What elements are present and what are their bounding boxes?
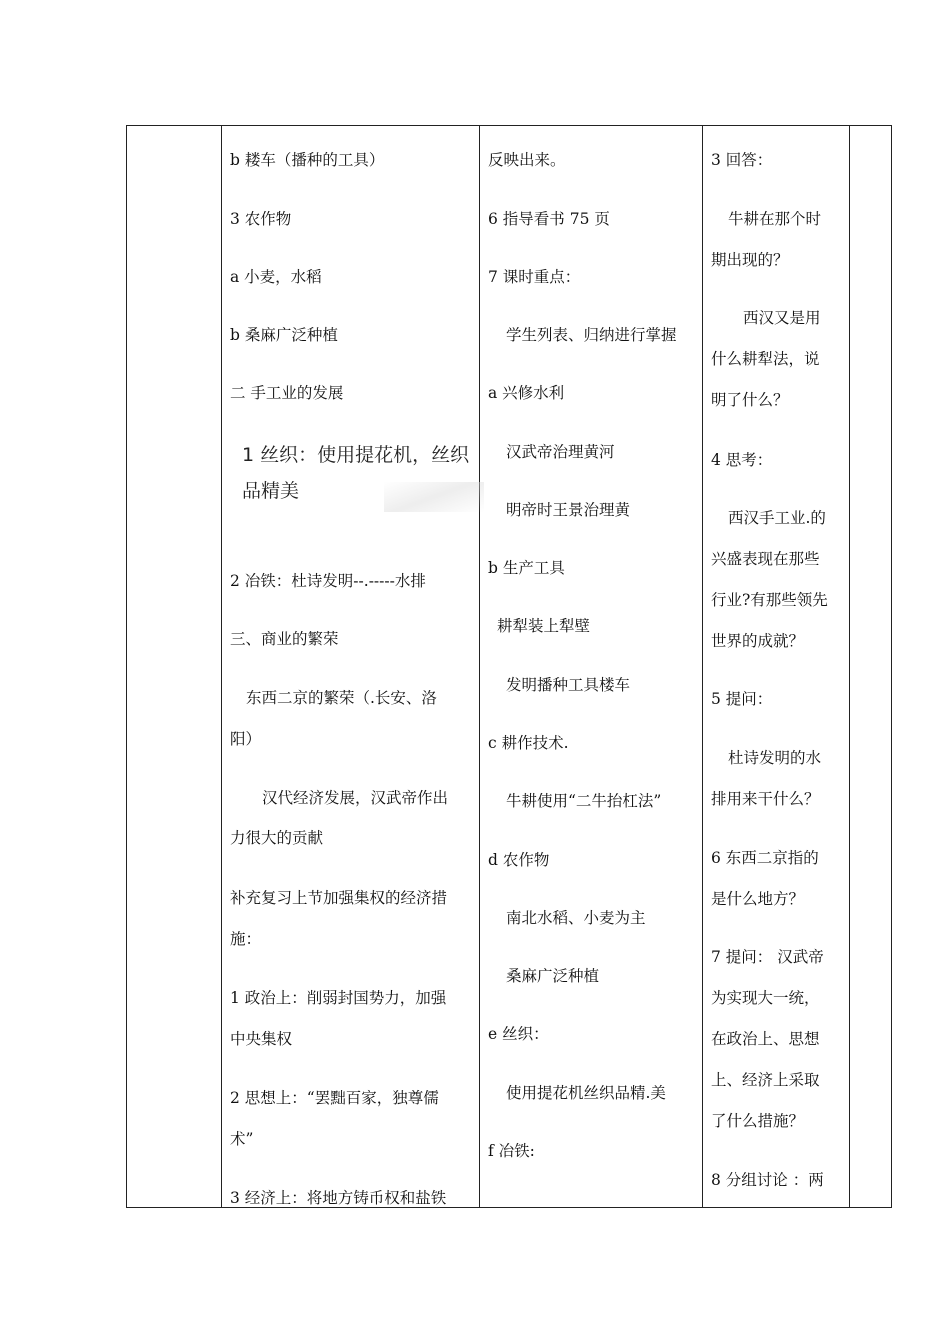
- text-line: 6 指导看书 75 页: [488, 210, 610, 228]
- text-line: 了什么措施？: [711, 1112, 805, 1130]
- text-line: 在政治上、思想: [711, 1030, 820, 1048]
- section-heading: 二 手工业的发展: [230, 384, 344, 402]
- section-heading: 三、商业的繁荣: [230, 630, 339, 648]
- text-line: c 耕作技术.: [488, 734, 569, 752]
- text-line: b 生产工具: [488, 559, 565, 577]
- text-line: 7 提问： 汉武帝: [711, 948, 824, 966]
- text-line: 杜诗发明的水: [728, 749, 822, 767]
- text-line: 是什么地方？: [711, 890, 805, 908]
- text-line: 补充复习上节加强集权的经济措: [230, 889, 448, 907]
- text-line: 3 回答：: [711, 151, 773, 169]
- text-line: 术”: [230, 1130, 254, 1148]
- lesson-table: [126, 125, 892, 1208]
- text-line: 排用来干什么？: [711, 790, 820, 808]
- text-line: 力很大的贡献: [230, 829, 324, 847]
- text-line: 3 农作物: [230, 210, 292, 228]
- text-line: 明帝时王景治理黄: [506, 501, 631, 519]
- text-line: 4 思考：: [711, 451, 773, 469]
- column-3-content: [480, 126, 703, 1207]
- text-line: d 农作物: [488, 851, 550, 869]
- text-line: 西汉又是用: [743, 309, 821, 327]
- text-line: a 兴修水利: [488, 384, 565, 402]
- text-line: 牛耕在那个时: [728, 210, 822, 228]
- text-line: 行业?有那些领先: [711, 591, 828, 609]
- text-line: 西汉手工业.的: [728, 509, 826, 527]
- text-line: 反映出来。: [488, 151, 566, 169]
- text-line: 施：: [230, 930, 262, 948]
- text-line: 使用提花机丝织品精.美: [506, 1084, 666, 1102]
- text-line: f 冶铁:: [488, 1142, 535, 1160]
- text-line: 桑麻广泛种植: [506, 967, 600, 985]
- text-line: 阳）: [230, 730, 262, 748]
- column-2-content: [222, 126, 480, 1207]
- text-line: 7 课时重点：: [488, 268, 581, 286]
- scan-smear: [384, 482, 484, 512]
- text-line: 世界的成就？: [711, 632, 805, 650]
- text-line: 为实现大一统，: [711, 989, 820, 1007]
- text-line: 汉武帝治理黄河: [506, 443, 615, 461]
- text-line: 中央集权: [230, 1030, 293, 1048]
- text-line: 期出现的？: [711, 251, 789, 269]
- embedded-text-image: [234, 440, 470, 520]
- image-text-line: 品精美: [242, 480, 300, 502]
- text-line: 明了什么？: [711, 391, 789, 409]
- text-line: 5 提问：: [711, 690, 773, 708]
- text-line: 2 思想上：“罢黜百家，独尊儒: [230, 1089, 439, 1107]
- text-line: 耕犁装上犁壁: [497, 617, 591, 635]
- text-line: 6 东西二京指的: [711, 849, 819, 867]
- column-5: [850, 126, 891, 1207]
- text-line: 什么耕犁法，说: [711, 350, 820, 368]
- text-line: e 丝织：: [488, 1025, 549, 1043]
- text-line: b 桑麻广泛种植: [230, 326, 338, 344]
- column-4-content: [703, 126, 850, 1207]
- text-line: 汉代经济发展，汉武帝作出: [262, 789, 449, 807]
- text-line: 牛耕使用“二牛抬杠法”: [506, 792, 662, 810]
- text-line: 8 分组讨论 ：两: [711, 1171, 824, 1189]
- text-line: 1 政治上：削弱封国势力，加强: [230, 989, 447, 1007]
- text-line: 东西二京的繁荣（.长安、洛: [246, 689, 437, 707]
- text-line: 南北水稻、小麦为主: [506, 909, 646, 927]
- image-text-line: 1 丝织：使用提花机，丝织: [242, 444, 470, 466]
- text-line: a 小麦，水稻: [230, 268, 322, 286]
- text-line: 3 经济上：将地方铸币权和盐铁: [230, 1189, 447, 1207]
- text-line: 上、经济上采取: [711, 1071, 820, 1089]
- text-line: 2 冶铁：杜诗发明--.-----水排: [230, 572, 426, 590]
- text-line: 学生列表、归纳进行掌握: [506, 326, 677, 344]
- text-line: 兴盛表现在那些: [711, 550, 820, 568]
- text-line: 发明播种工具楼车: [506, 676, 631, 694]
- column-1: [127, 126, 222, 1207]
- text-line: b 耧车（播种的工具）: [230, 151, 385, 169]
